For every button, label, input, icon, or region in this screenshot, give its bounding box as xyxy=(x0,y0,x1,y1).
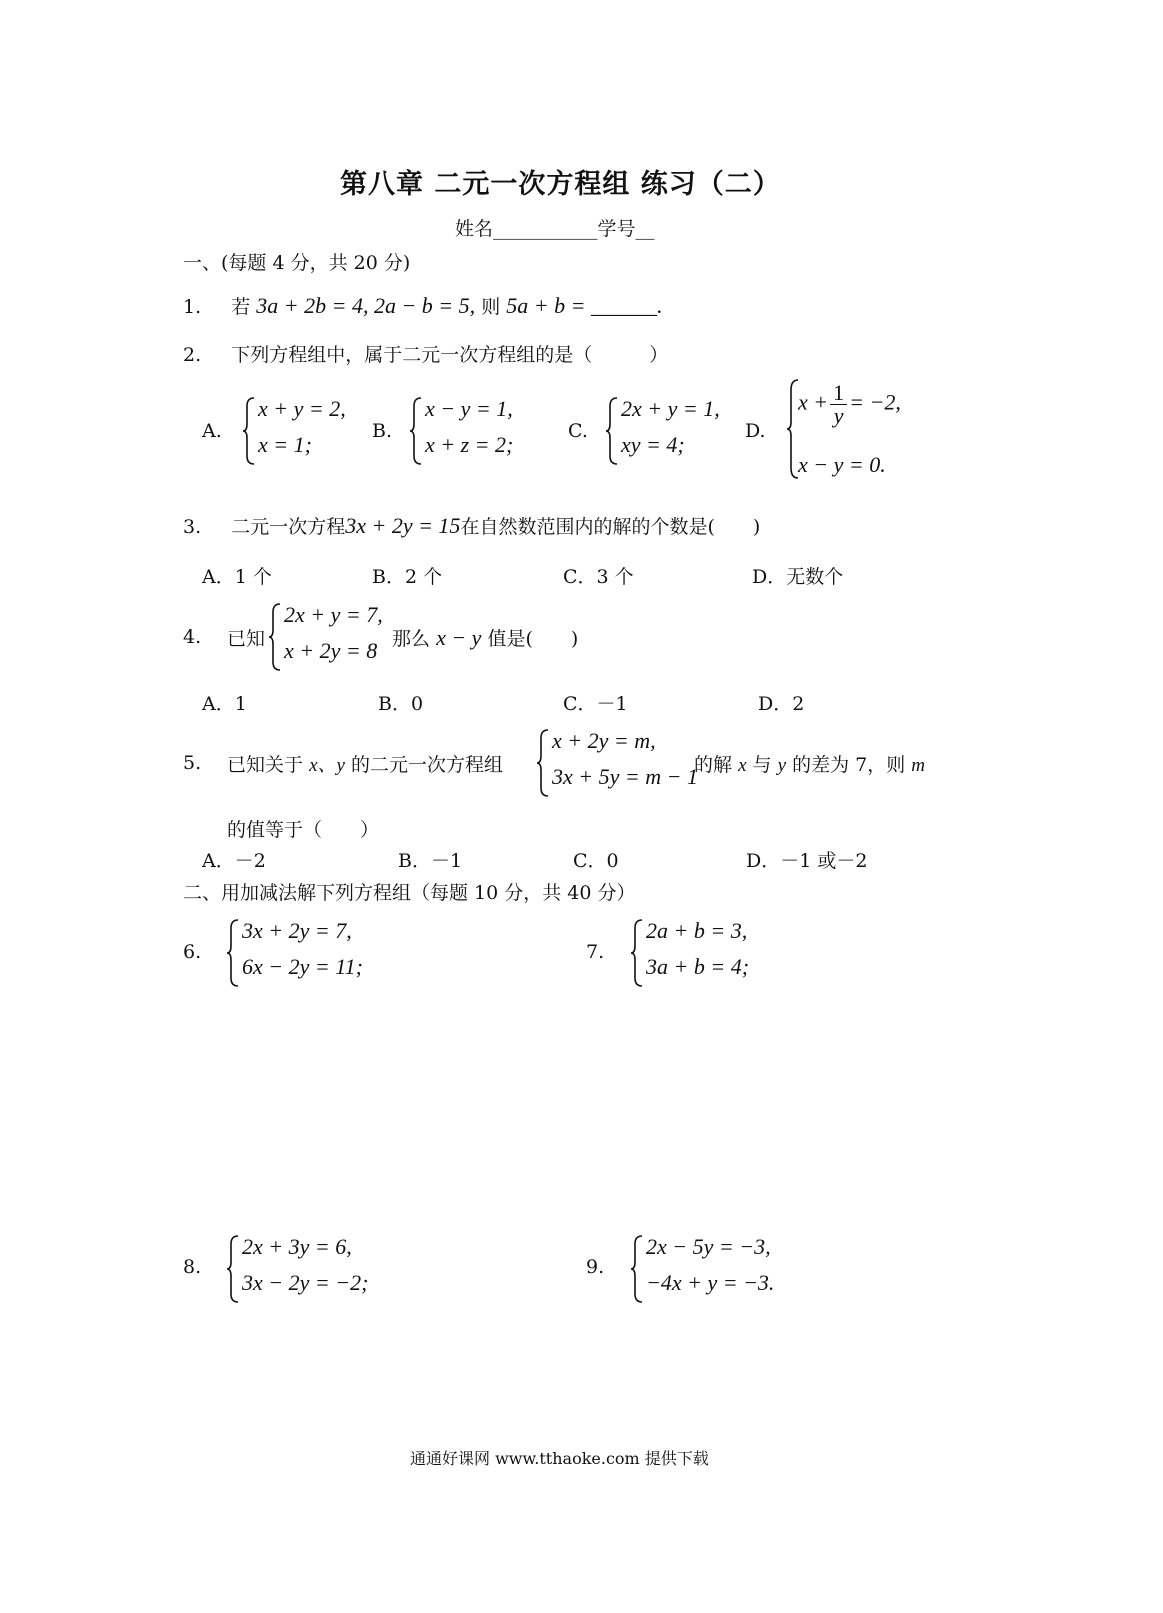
q5-line2: 的值等于（ ） xyxy=(227,819,380,841)
q5-option-c: C．0 xyxy=(573,850,619,872)
brace-icon xyxy=(630,1234,644,1304)
brace-icon xyxy=(226,1234,240,1304)
brace-icon xyxy=(409,396,423,466)
q2-c-row2: xy = 4; xyxy=(621,432,685,457)
q7-row1: 2a + b = 3, xyxy=(646,918,748,943)
q2-option-a-system xyxy=(242,396,372,466)
q5-var-y: y xyxy=(777,755,787,776)
q2-d-row1-right: = −2, xyxy=(849,389,901,415)
brace-icon xyxy=(268,602,282,672)
q9-number: 9. xyxy=(586,1256,605,1278)
q1-number: 1. xyxy=(183,296,202,318)
q5-var-m: m xyxy=(911,755,926,776)
q3-option-a: A．1 个 xyxy=(202,566,272,588)
q4-number: 4. xyxy=(183,626,202,648)
q4-expression: x − y xyxy=(436,625,482,650)
q3-option-d: D．无数个 xyxy=(752,566,844,588)
q5-number: 5. xyxy=(183,752,202,774)
q5-variables: x、y xyxy=(309,755,345,776)
q2-option-c-label: C. xyxy=(568,420,588,442)
q1-given: 3a + 2b = 4, 2a − b = 5, xyxy=(256,293,476,318)
q2-d-row2: x − y = 0. xyxy=(798,452,886,477)
q4-option-d: D．2 xyxy=(758,693,805,715)
q2-d-row1-left: x + xyxy=(798,389,829,415)
q1-answer-blank: 5a + b = ______. xyxy=(506,293,663,318)
q5-system xyxy=(536,728,706,798)
q5-post-text: 的解 xyxy=(694,754,733,776)
q6-system xyxy=(226,918,376,988)
section2-heading: 二、用加减法解下列方程组（每题 10 分，共 40 分） xyxy=(183,882,636,904)
q5-pre xyxy=(227,750,503,777)
q2-option-d-system xyxy=(786,378,936,480)
q4-post-text2: 值是( ) xyxy=(487,628,579,650)
q5-post xyxy=(694,750,925,777)
q2-option-b-system xyxy=(409,396,539,466)
brace-icon xyxy=(630,918,644,988)
q4-system xyxy=(268,602,398,672)
q2-option-b-label: B. xyxy=(372,420,393,442)
brace-icon xyxy=(605,396,619,466)
q5-row1: x + 2y = m, xyxy=(552,728,656,753)
q7-row2: 3a + b = 4; xyxy=(646,954,750,979)
fraction-denominator: y xyxy=(833,403,844,428)
q2-a-row2: x = 1; xyxy=(258,432,312,457)
question-3 xyxy=(183,512,760,539)
q7-number: 7. xyxy=(586,941,605,963)
q3-option-c: C．3 个 xyxy=(563,566,634,588)
brace-icon xyxy=(226,918,240,988)
q4-post-text: 那么 xyxy=(392,628,431,650)
q6-number: 6. xyxy=(183,941,202,963)
q2-option-a-label: A. xyxy=(202,420,222,442)
question-1 xyxy=(183,292,662,319)
q5-mid-text: 的二元一次方程组 xyxy=(350,754,503,776)
q5-and: 与 xyxy=(752,754,772,776)
brace-icon xyxy=(242,396,256,466)
q3-option-b: B．2 个 xyxy=(372,566,443,588)
q3-equation: 3x + 2y = 15 xyxy=(345,513,461,538)
q5-option-d: D．－1 或－2 xyxy=(746,850,868,872)
q4-option-b: B．0 xyxy=(378,693,424,715)
q6-row2: 6x − 2y = 11; xyxy=(242,954,363,979)
q5-option-a: A．－2 xyxy=(202,850,266,872)
q4-post xyxy=(392,624,578,651)
q8-number: 8. xyxy=(183,1256,202,1278)
page-title: 第八章 二元一次方程组 练习（二） xyxy=(340,169,781,200)
q9-system xyxy=(630,1234,800,1304)
q2-b-row2: x + z = 2; xyxy=(425,432,514,457)
q5-post-text2: 的差为 7，则 xyxy=(792,754,906,776)
q4-row1: 2x + y = 7, xyxy=(284,602,383,627)
q2-a-row1: x + y = 2, xyxy=(258,396,346,421)
fraction xyxy=(830,382,847,427)
q8-row1: 2x + 3y = 6, xyxy=(242,1234,352,1259)
q3-pre: 二元一次方程 xyxy=(231,516,346,538)
q8-system xyxy=(226,1234,396,1304)
footer-source: 通通好课网 www.tthaoke.com 提供下载 xyxy=(410,1449,709,1468)
q2-b-row1: x − y = 1, xyxy=(425,396,513,421)
q2-number: 2. xyxy=(183,344,202,366)
q5-var-x: x xyxy=(738,755,747,776)
q5-pre-text: 已知关于 xyxy=(227,754,304,776)
q4-row2: x + 2y = 8 xyxy=(284,638,378,663)
brace-icon xyxy=(536,728,550,798)
q2-d-row1 xyxy=(798,382,901,427)
q4-pre: 已知 xyxy=(227,628,266,650)
question-2 xyxy=(183,340,668,367)
fraction-numerator: 1 xyxy=(830,382,847,405)
q9-row1: 2x − 5y = −3, xyxy=(646,1234,771,1259)
q6-row1: 3x + 2y = 7, xyxy=(242,918,352,943)
q2-option-c-system xyxy=(605,396,735,466)
q2-text: 下列方程组中，属于二元一次方程组的是（ ） xyxy=(231,344,669,366)
q8-row2: 3x − 2y = −2; xyxy=(242,1270,369,1295)
q1-prefix: 若 xyxy=(231,296,251,318)
q3-post: 在自然数范围内的解的个数是( ) xyxy=(460,516,761,538)
q4-option-a: A．1 xyxy=(202,693,247,715)
q2-c-row1: 2x + y = 1, xyxy=(621,396,720,421)
name-number-line: 姓名___________学号__ xyxy=(455,218,655,240)
q1-mid: 则 xyxy=(481,296,501,318)
q4-option-c: C．－1 xyxy=(563,693,628,715)
q5-option-b: B．－1 xyxy=(398,850,463,872)
q7-system xyxy=(630,918,780,988)
q2-option-d-label: D. xyxy=(745,420,766,442)
q5-row2: 3x + 5y = m − 1 xyxy=(552,764,698,789)
q9-row2: −4x + y = −3. xyxy=(646,1270,775,1295)
q3-number: 3. xyxy=(183,516,202,538)
section1-heading: 一、(每题 4 分，共 20 分) xyxy=(183,252,411,274)
